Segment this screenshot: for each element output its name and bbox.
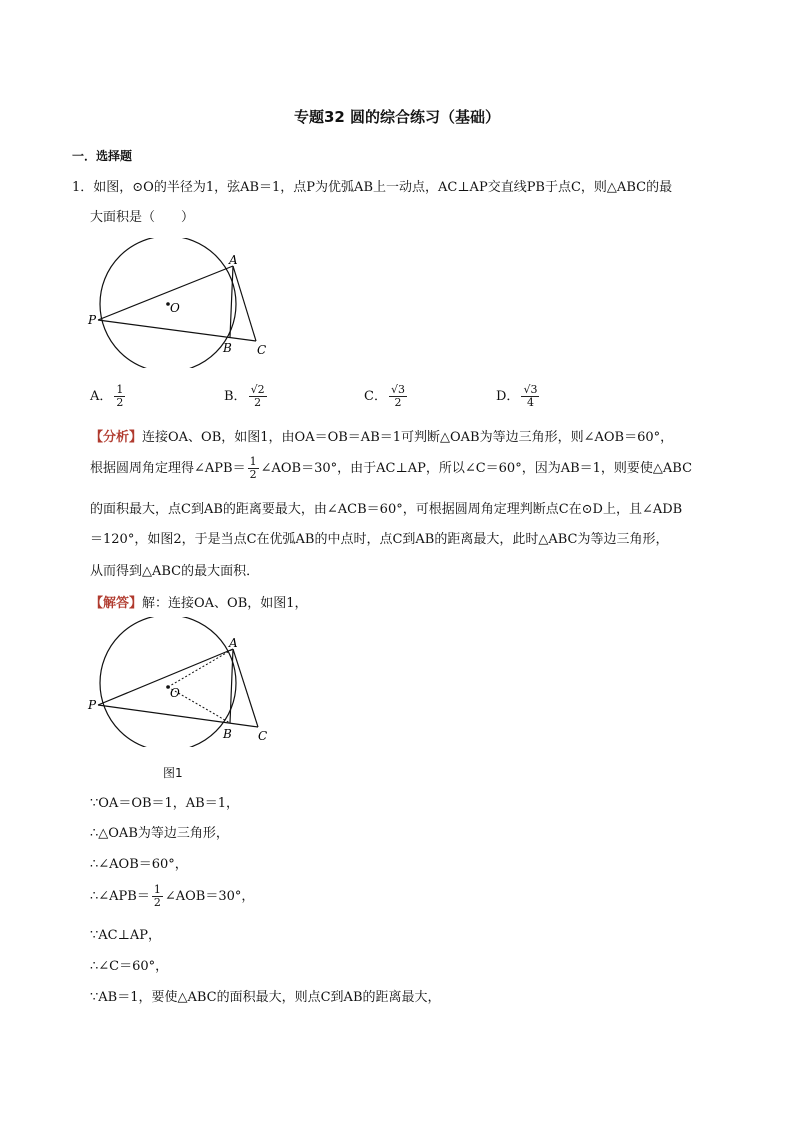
label-c: C bbox=[258, 729, 268, 743]
question-line-2: 大面积是（ ） bbox=[90, 210, 195, 225]
analysis-label: 【分析】 bbox=[90, 430, 143, 445]
answer-step-4: ∴∠APB＝ $\frac{1}{2}$ ∠AOB＝30°， bbox=[90, 883, 255, 909]
answer-step-7: ∵AB＝1，要使△ABC的面积最大，则点C到AB的距离最大， bbox=[90, 990, 441, 1005]
segment-ac bbox=[233, 649, 258, 727]
option-c-letter: C． bbox=[364, 389, 387, 404]
answer-step-6: ∴∠C＝60°， bbox=[90, 959, 169, 974]
analysis-line-4: ＝120°，如图2，于是当点C在优弧AB的中点时，点C到AB的距离最大，此时△ABC为等边三角形， bbox=[90, 532, 669, 547]
option-a[interactable] bbox=[90, 384, 127, 409]
analysis-line-5: 从而得到△ABC的最大面积． bbox=[90, 564, 260, 579]
option-c[interactable] bbox=[364, 384, 409, 409]
section-heading: 一．选择题 bbox=[72, 149, 133, 163]
answer-label: 【解答】 bbox=[90, 596, 143, 611]
page-title: 专题32 圆的综合练习（基础） bbox=[293, 108, 501, 126]
label-p: P bbox=[88, 698, 97, 712]
option-c-fraction: $\frac{√3}{2}$ bbox=[390, 383, 405, 409]
answer-step-2: ∴△OAB为等边三角形， bbox=[90, 826, 229, 841]
label-p: P bbox=[88, 313, 97, 327]
segment-pc bbox=[98, 320, 256, 341]
label-c: C bbox=[257, 343, 267, 357]
figure-caption: 图1 bbox=[163, 766, 183, 780]
option-a-letter: A． bbox=[90, 389, 113, 404]
question-figure bbox=[86, 238, 286, 368]
analysis-line-2: 根据圆周角定理得∠APB＝ $\frac{1}{2}$ ∠AOB＝30°，由于AC⊥AP，所以∠C＝60°，因为AB＝1，则要使△ABC bbox=[90, 455, 693, 481]
analysis-line-1: 【分析】连接OA、OB，如图1，由OA＝OB＝AB＝1可判断△OAB为等边三角形，则∠AOB＝60°， bbox=[90, 430, 674, 445]
segment-oa-dashed bbox=[168, 649, 233, 687]
option-a-fraction: $\frac{1}{2}$ bbox=[116, 383, 124, 409]
option-d-fraction: $\frac{√3}{4}$ bbox=[523, 383, 538, 409]
analysis-line-3: 的面积最大，点C到AB的距离要最大，由∠ACB＝60°，可根据圆周角定理判断点C在⊙D上，且∠ADB bbox=[90, 502, 683, 517]
option-d-letter: D． bbox=[496, 389, 520, 404]
label-b: B bbox=[223, 727, 232, 741]
answer-fraction: $\frac{1}{2}$ bbox=[153, 883, 161, 909]
option-b-fraction: $\frac{√2}{2}$ bbox=[250, 383, 265, 409]
segment-pc bbox=[98, 705, 258, 727]
circle-o bbox=[100, 617, 236, 747]
answer-figure-1 bbox=[86, 617, 286, 747]
option-b-letter: B． bbox=[224, 389, 247, 404]
answer-step-3: ∴∠AOB＝60°， bbox=[90, 857, 188, 872]
label-b: B bbox=[223, 341, 232, 355]
analysis-fraction: $\frac{1}{2}$ bbox=[249, 455, 257, 481]
label-o: O bbox=[170, 301, 180, 315]
label-a: A bbox=[229, 253, 238, 267]
label-o: O bbox=[170, 686, 180, 700]
segment-pa bbox=[98, 266, 233, 320]
answer-step-5: ∵AC⊥AP， bbox=[90, 928, 161, 943]
answer-step-1: ∵OA＝OB＝1，AB＝1， bbox=[90, 796, 240, 811]
question-line-1: 1．如图，⊙O的半径为1，弦AB＝1，点P为优弧AB上一动点，AC⊥AP交直线PB于点C，则△ABC的最 bbox=[72, 180, 673, 195]
segment-pa bbox=[98, 649, 233, 705]
option-b[interactable] bbox=[224, 384, 269, 409]
label-a: A bbox=[229, 636, 238, 650]
answer-intro: 【解答】解：连接OA、OB，如图1， bbox=[90, 596, 308, 611]
option-d[interactable] bbox=[496, 384, 541, 409]
